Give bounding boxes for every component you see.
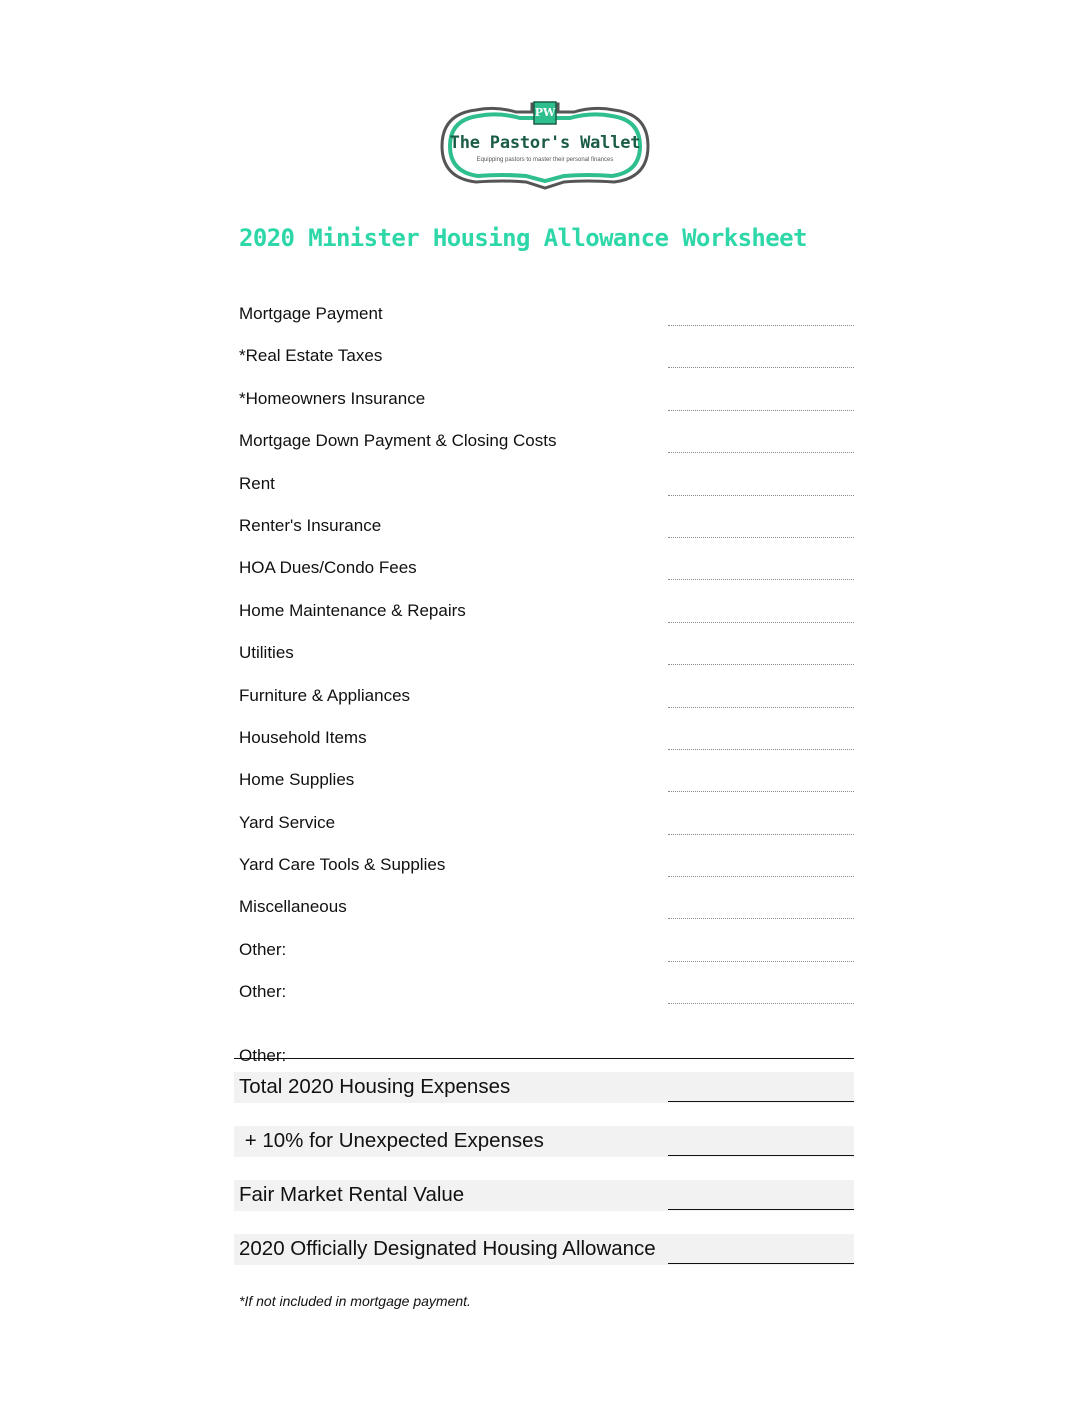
expense-label: Yard Care Tools & Supplies <box>239 855 446 875</box>
expense-row-rent <box>234 465 854 507</box>
expense-label: Mortgage Payment <box>239 304 383 323</box>
expense-row-yard-service <box>234 804 854 846</box>
amount-blank[interactable] <box>668 918 854 919</box>
summary-designated-allowance <box>234 1234 854 1265</box>
amount-blank[interactable] <box>668 495 854 496</box>
expense-row-mortgage-payment <box>234 295 854 337</box>
expense-row-miscellaneous <box>234 888 854 930</box>
expense-label: Miscellaneous <box>239 897 347 917</box>
expense-row-home-supplies <box>234 761 854 803</box>
expense-row-homeowners-insurance <box>234 380 854 422</box>
expense-label: Yard Service <box>239 812 336 832</box>
amount-blank[interactable] <box>668 876 854 877</box>
summary-fair-market-rental <box>234 1180 854 1211</box>
expense-label: Home Supplies <box>239 770 355 790</box>
amount-blank[interactable] <box>668 791 854 792</box>
expense-row-household-items <box>234 719 854 761</box>
expense-label: *Homeowners Insurance <box>239 388 426 408</box>
amount-blank[interactable] <box>668 1209 854 1210</box>
expense-row-hoa-dues <box>234 549 854 591</box>
summary-unexpected-expenses <box>234 1126 854 1157</box>
expense-label: *Real Estate Taxes <box>239 346 383 366</box>
logo-tagline: Equipping pastors to master their personal finances <box>476 157 614 163</box>
expense-row-utilities <box>234 634 854 676</box>
amount-blank[interactable] <box>668 367 854 368</box>
summary-label: Fair Market Rental Value <box>239 1183 465 1206</box>
amount-blank[interactable] <box>668 749 854 750</box>
expense-label: Mortgage Down Payment & Closing Costs <box>239 431 557 451</box>
expense-row-other-3[interactable] <box>234 1016 854 1065</box>
amount-blank[interactable] <box>668 537 854 538</box>
expense-label: Utilities <box>239 643 294 663</box>
amount-blank[interactable] <box>668 961 854 962</box>
amount-blank[interactable] <box>668 325 854 326</box>
logo-monogram: PW <box>534 106 556 119</box>
expense-row-other-1 <box>234 931 854 973</box>
amount-blank[interactable] <box>668 1155 854 1156</box>
summary-label: Total 2020 Housing Expenses <box>239 1075 511 1098</box>
expense-row-down-payment <box>234 422 854 464</box>
amount-blank[interactable] <box>668 622 854 623</box>
summary-label: + 10% for Unexpected Expenses <box>239 1129 544 1152</box>
expense-label: Home Maintenance & Repairs <box>239 600 466 620</box>
expense-row-renters-insurance <box>234 507 854 549</box>
amount-blank[interactable] <box>668 1263 854 1264</box>
expense-label: Furniture & Appliances <box>239 685 411 705</box>
expense-list <box>234 295 854 1065</box>
amount-blank[interactable] <box>668 1003 854 1004</box>
footnote: *If not included in mortgage payment. <box>239 1293 471 1309</box>
expense-label: Renter's Insurance <box>239 515 382 535</box>
page-title: 2020 Minister Housing Allowance Worksheet <box>239 224 807 252</box>
expense-row-home-maintenance <box>234 592 854 634</box>
expense-row-yard-tools <box>234 846 854 888</box>
expense-label: HOA Dues/Condo Fees <box>239 558 417 578</box>
expense-label: Other: <box>239 982 287 1002</box>
expense-row-other-2 <box>234 973 854 1015</box>
expense-label: Other: <box>239 1045 287 1065</box>
amount-blank[interactable] <box>668 834 854 835</box>
expense-row-real-estate-taxes <box>234 337 854 379</box>
amount-blank[interactable] <box>668 707 854 708</box>
expense-label: Rent <box>239 473 275 493</box>
amount-blank[interactable] <box>668 410 854 411</box>
expense-label: Other: <box>239 939 287 959</box>
expense-row-furniture <box>234 677 854 719</box>
logo-name: The Pastor's Wallet <box>449 133 641 153</box>
amount-blank[interactable] <box>668 452 854 453</box>
amount-blank[interactable] <box>668 664 854 665</box>
amount-blank[interactable] <box>668 579 854 580</box>
amount-blank[interactable] <box>668 1101 854 1102</box>
summary-label: 2020 Officially Designated Housing Allowance <box>239 1237 656 1260</box>
logo <box>436 100 654 190</box>
expense-label: Household Items <box>239 727 367 747</box>
summary-total-expenses <box>234 1072 854 1103</box>
